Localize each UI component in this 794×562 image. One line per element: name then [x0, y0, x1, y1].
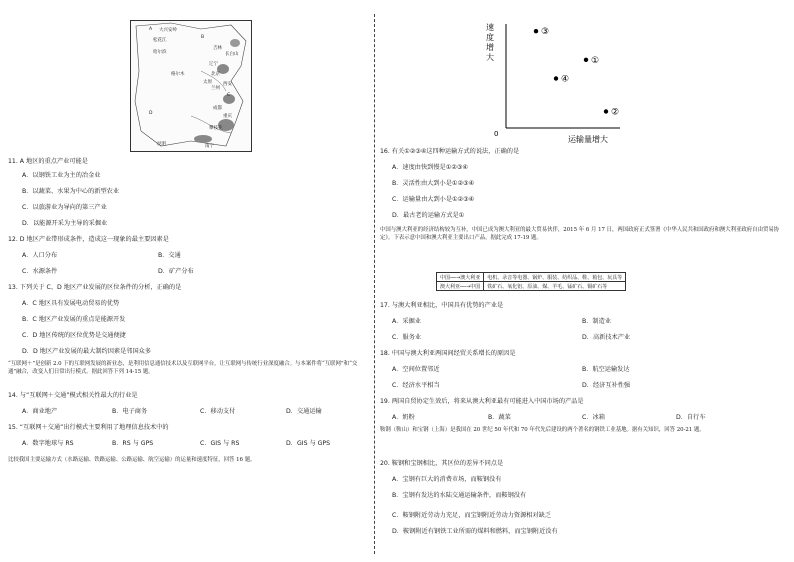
region-map — [130, 20, 252, 152]
point-label: ② — [611, 107, 620, 118]
map-label: 格尔木 — [171, 72, 185, 77]
option[interactable]: B．宝钢有发达的水陆交通运输条件，而鞍钢没有 — [392, 492, 527, 499]
option[interactable]: B．C 地区产业发展的重点是能源开发 — [22, 316, 126, 323]
map-label: 重庆 — [223, 114, 232, 119]
map-label: 攀枝花 — [209, 126, 223, 131]
table-cell: 铁矿石、氧化铝、原油、煤、羊毛、锰矿石、铜矿石等 — [484, 282, 626, 291]
option[interactable]: A．采掘业 — [392, 318, 421, 325]
option[interactable]: C．运输量由大到小是①②③④ — [392, 196, 475, 203]
option[interactable]: D．交通运输 — [286, 408, 322, 415]
map-label: 长白山 — [225, 52, 239, 57]
scatter-point — [554, 76, 558, 80]
question-16: 16. 有关①②③④这四种运输方式的说法，正确的是 — [380, 148, 520, 155]
option[interactable]: B．制造业 — [582, 318, 611, 325]
map-label: 哈尔滨 — [153, 50, 167, 55]
option[interactable]: D．最古老的运输方式是① — [392, 212, 465, 219]
option[interactable]: C．水源条件 — [22, 268, 58, 275]
column-divider — [374, 14, 375, 554]
option[interactable]: B．蔬菜 — [488, 414, 511, 421]
option[interactable]: C．服务业 — [392, 334, 422, 341]
question-19: 19. 两国自贸协定生效后，将来从澳大利亚最有可能进入中国市场的产品是 — [380, 398, 584, 405]
option[interactable]: A．奶粉 — [392, 414, 415, 421]
map-label: 南宁 — [205, 144, 214, 149]
scatter-point — [534, 29, 538, 33]
option[interactable]: C．经济水平相当 — [392, 382, 440, 389]
option[interactable]: D．鞍钢附近有钢铁工业所需的煤料和燃料，而宝钢附近没有 — [392, 528, 558, 535]
option[interactable]: B．电子商务 — [112, 408, 148, 415]
question-20: 20. 鞍钢和宝钢相比，其区位的差异不同点是 — [380, 460, 504, 467]
map-label: 吉林 — [213, 46, 222, 51]
option[interactable]: B．RS 与 GPS — [112, 440, 154, 447]
option[interactable]: D．矿产分布 — [158, 268, 194, 275]
intro-17-19: 中国与澳大利亚的经济结构较为互补，中国已成为澳大利亚的最大贸易伙伴，2015 年 6 月 17 日，两国政府正式签署《中华人民共和国政府和澳大利亚政府自由贸易协定》。下表示意中国和澳大利亚主要出口产品。据此完成 17-19 题。 — [380, 227, 780, 241]
option[interactable]: C．移动支付 — [200, 408, 236, 415]
question-12: 12. D 地区产业带形成条件，造成这一现象的最主要因素是 — [8, 236, 169, 243]
question-13: 13. 下列关于 C、D 地区产业发展的区位条件的分析，正确的是 — [8, 284, 182, 291]
x-axis-label: 运输量增大 — [568, 135, 608, 144]
option[interactable]: D．以能源开采为主导的采掘业 — [22, 220, 108, 227]
option[interactable]: A．商业地产 — [22, 408, 58, 415]
table-row — [437, 273, 626, 282]
y-axis-label-char: 增 — [486, 43, 494, 52]
map-label: 兰州 — [211, 86, 220, 91]
table-cell: 澳大利亚──→中国 — [437, 282, 484, 291]
option[interactable]: D．D 地区产业发展的最大制约因素是邻国众多 — [22, 348, 152, 355]
option[interactable]: A．速度由快到慢是①②③④ — [392, 164, 468, 171]
y-axis-label-char: 速 — [486, 23, 494, 32]
option[interactable]: A．以钢铁工业为主的冶金业 — [22, 172, 101, 179]
option[interactable]: D．经济互补性强 — [582, 382, 631, 389]
question-17: 17. 与澳大利亚相比，中国具有优势的产业是 — [380, 302, 504, 309]
question-11: 11. A 地区的重点产业可能是 — [8, 158, 88, 165]
question-15: 15. “互联网＋交通”出行模式主要利用了地理信息技术中的 — [8, 424, 169, 431]
option[interactable]: B．以蔬菜、水果为中心的新型农业 — [22, 188, 120, 195]
y-axis-label-char: 度 — [486, 33, 494, 42]
origin-label: 0 — [494, 130, 499, 138]
table-cell: 电机、录音等电器、锅炉、服装、纺织品、鞋、箱包、玩具等 — [484, 273, 626, 282]
map-label: B — [201, 35, 205, 40]
map-label: C — [227, 93, 231, 98]
option[interactable]: D．GIS 与 GPS — [286, 440, 331, 447]
intro-20-21: 鞍钢（鞍山）和宝钢（上海）是我国在 20 世纪 50 年代和 70 年代先后建设的两个著名的钢铁工业基地。据有关知识，回答 20-21 题。 — [380, 427, 705, 433]
option[interactable]: A．空间位置邻近 — [392, 366, 440, 373]
point-label: ① — [591, 55, 600, 66]
map-label: 成都 — [213, 106, 222, 111]
option[interactable]: B．交通 — [158, 252, 181, 259]
option[interactable]: D．高新技术产业 — [582, 334, 631, 341]
question-18: 18. 中国与澳大利亚两国间经贸关系增长的原因是 — [380, 350, 516, 357]
export-table — [436, 272, 626, 291]
option[interactable]: D．自行车 — [676, 414, 706, 421]
y-axis-label — [486, 22, 494, 62]
intro-16: 比较我国主要运输方式（水路运输、铁路运输、公路运输、航空运输）的运量和速度特征，回答 16 题。 — [8, 457, 256, 463]
option[interactable]: C．以旅游业为导向的第三产业 — [22, 204, 107, 211]
option[interactable]: C．冰箱 — [582, 414, 605, 421]
map-label: A — [149, 27, 153, 32]
option[interactable]: A．人口分布 — [22, 252, 58, 259]
option[interactable]: B．航空运输发达 — [582, 366, 630, 373]
option[interactable]: A．数字地球与 RS — [22, 440, 74, 447]
point-label: ③ — [541, 27, 550, 38]
map-label: D — [149, 111, 153, 116]
map-outline — [131, 21, 251, 151]
map-label: 西安 — [223, 82, 232, 87]
table-cell: 中国──→澳大利亚 — [437, 273, 484, 282]
intro-14-15: “互联网＋”是创新 2.0 下的互联网发展的新业态，是利用信息通信技术以及互联网平台，让互联网与传统行业深度融合。与本案件将“互联网”和“交通”融合，改变人们日常出行模式。据此回答下列 14-15 题。 — [8, 361, 358, 375]
map-label: 大兴安岭 — [159, 28, 177, 33]
y-axis-label-char: 大 — [486, 53, 494, 62]
map-label: 太原 — [203, 80, 212, 85]
option[interactable]: A．宝钢有巨大的消费市场，而鞍钢没有 — [392, 476, 502, 483]
option[interactable]: B．灵活性由大到小是①②③④ — [392, 180, 475, 187]
option[interactable]: A．C 地区具有发展电动贸易的优势 — [22, 300, 120, 307]
question-14: 14. 与“互联网＋交通”模式相关性最大的行业是 — [8, 392, 138, 399]
map-label: 辽宁 — [209, 62, 218, 67]
option[interactable]: C．鞍钢附近劳动力充足，而宝钢附近劳动力资源相对缺乏 — [392, 512, 552, 519]
map-label: 北京 — [211, 72, 220, 77]
map-label: 松花江 — [153, 38, 167, 43]
table-row — [437, 282, 626, 291]
point-label: ④ — [561, 74, 570, 85]
scatter-point — [584, 58, 588, 62]
option[interactable]: C．D 地区传统的区位优势是交通便捷 — [22, 332, 126, 339]
map-label: 昆明 — [157, 142, 166, 147]
option[interactable]: C．GIS 与 RS — [200, 440, 240, 447]
transport-chart — [480, 16, 630, 146]
scatter-point — [604, 109, 608, 113]
